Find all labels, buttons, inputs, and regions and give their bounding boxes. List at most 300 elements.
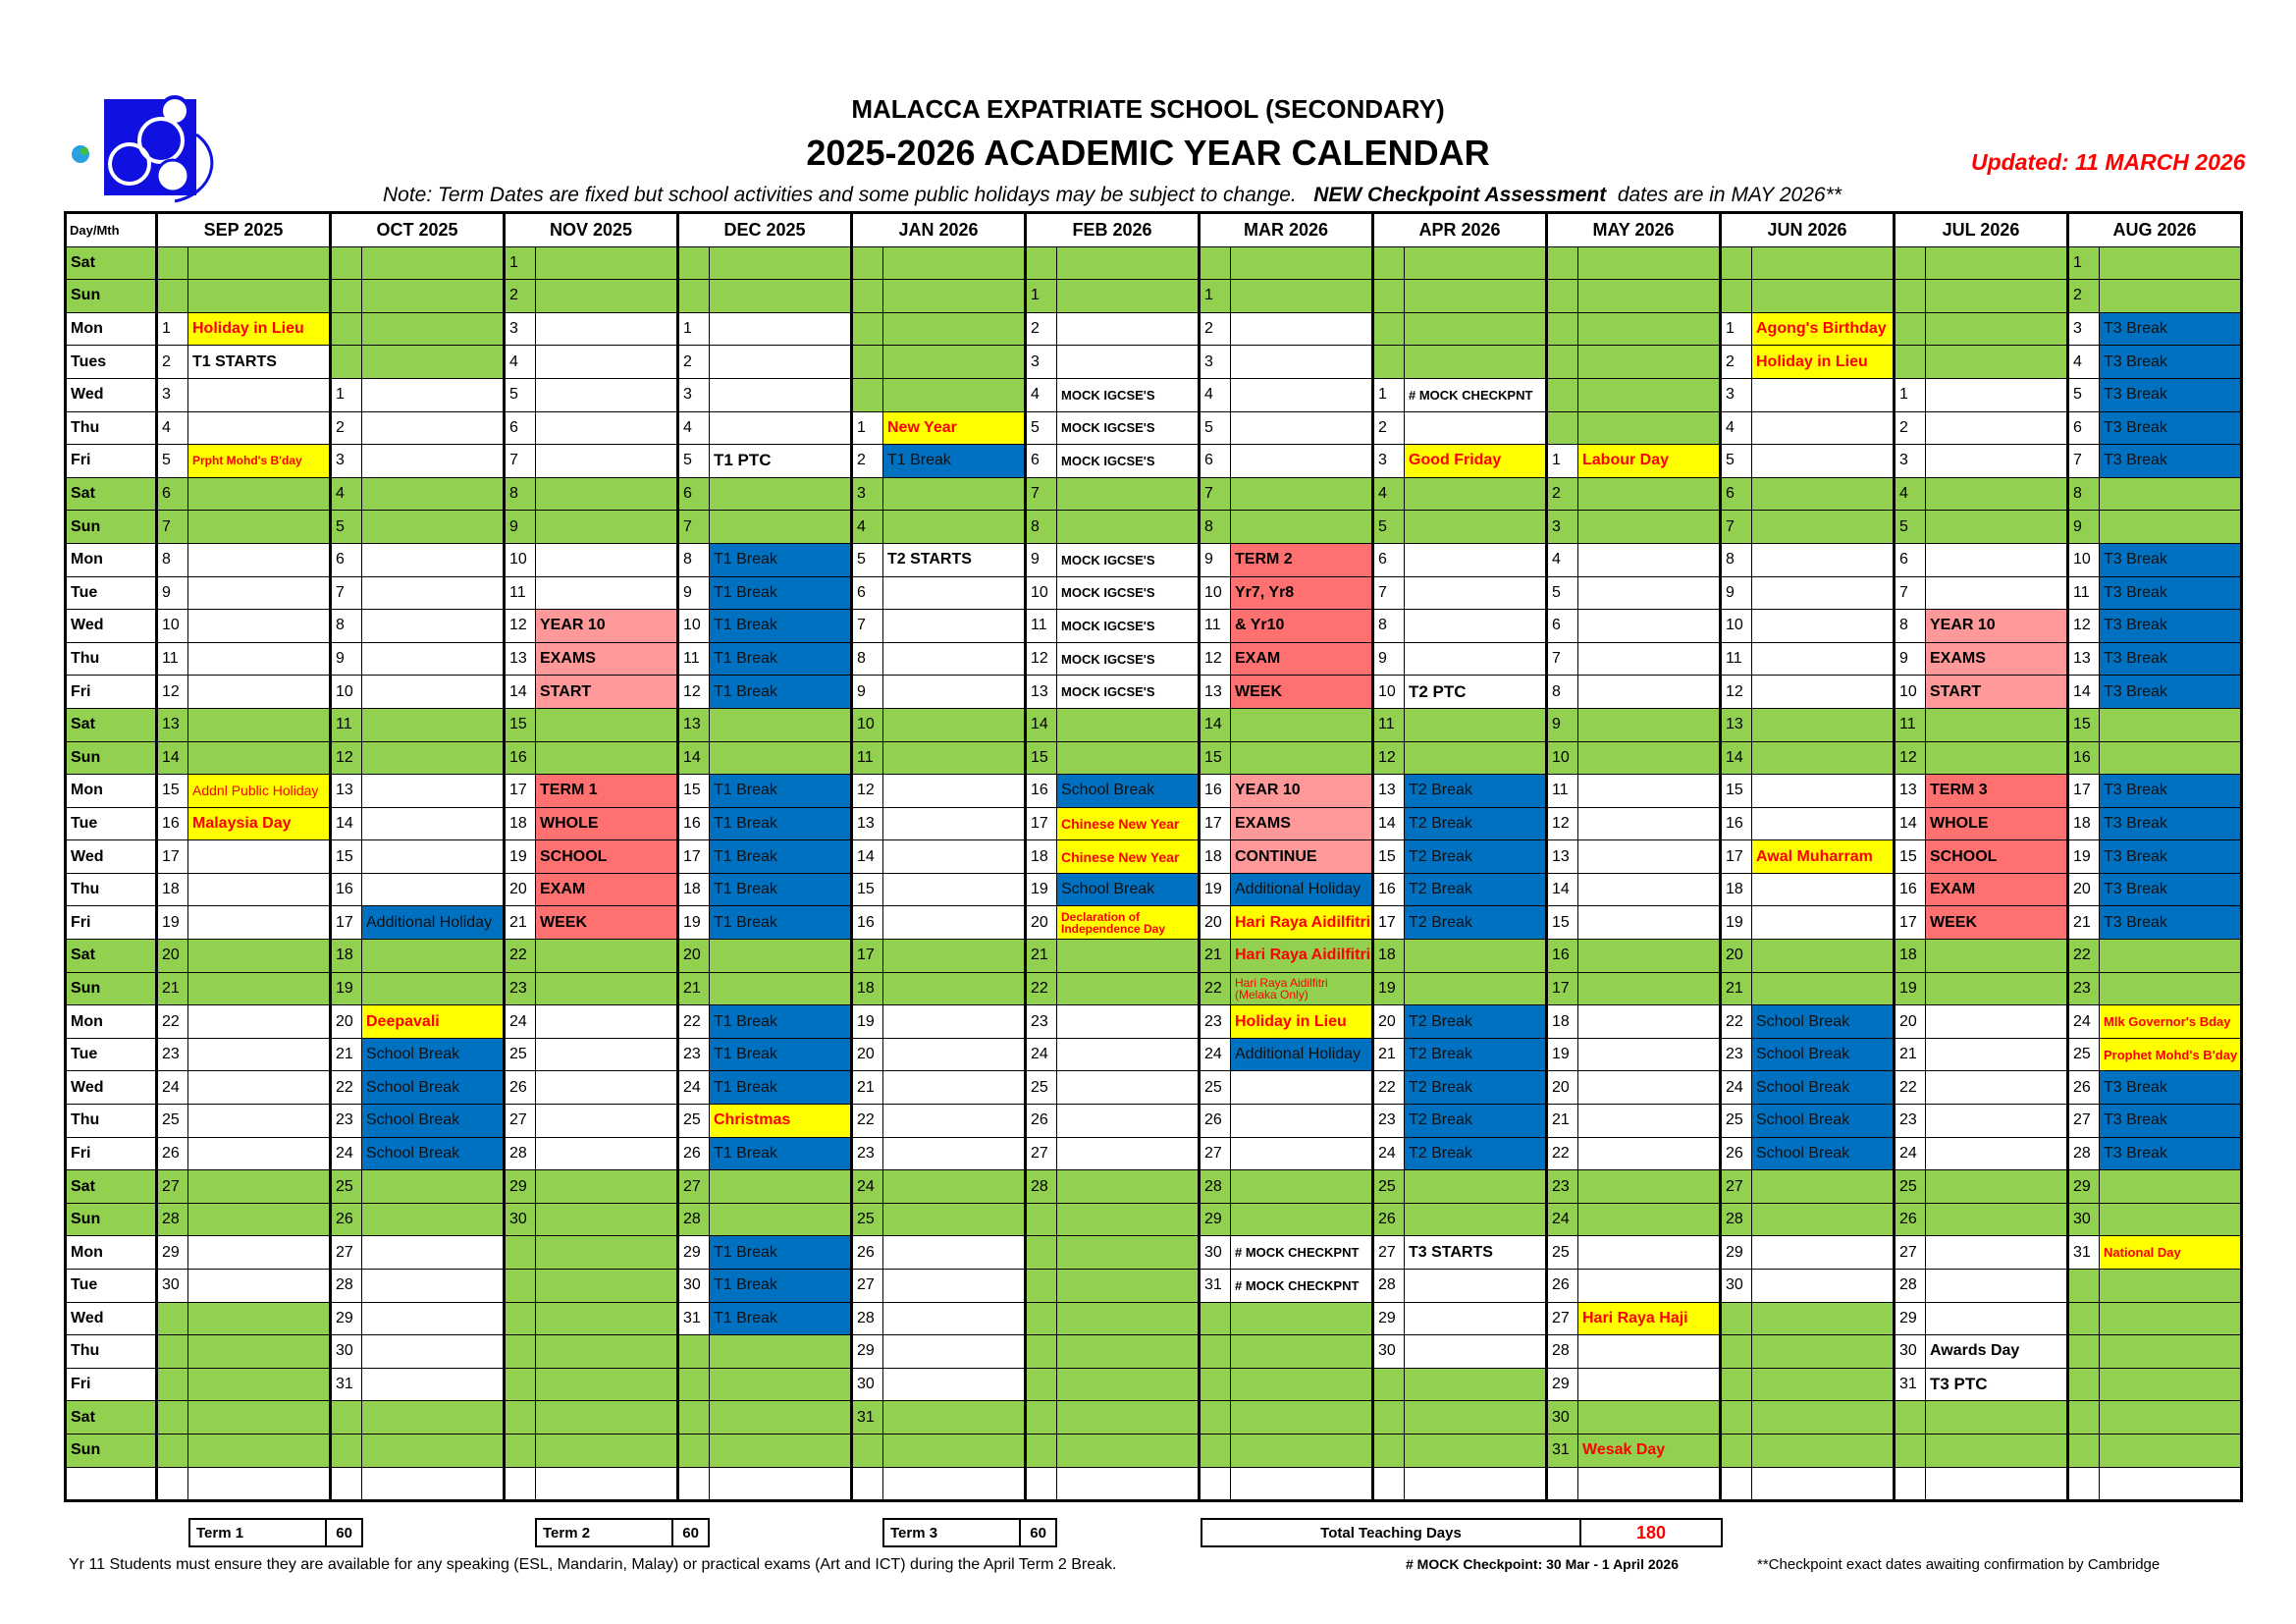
day-label: Mon [66, 312, 157, 346]
calendar-cell [1231, 411, 1373, 445]
date-number [1373, 280, 1405, 313]
date-number: 28 [1895, 1270, 1926, 1303]
date-number: 22 [505, 940, 536, 973]
date-number [505, 1335, 536, 1369]
date-number: 16 [505, 741, 536, 775]
term3-value: 60 [1019, 1520, 1055, 1545]
date-number: 9 [157, 576, 188, 610]
calendar-event: School Break [362, 1137, 505, 1170]
date-number: 5 [1026, 411, 1057, 445]
calendar-event: Wesak Day [1578, 1434, 1721, 1467]
date-number: 4 [1721, 411, 1752, 445]
calendar-cell [1926, 1467, 2068, 1501]
calendar-cell [1405, 972, 1547, 1005]
date-number [1200, 1368, 1231, 1401]
date-number: 13 [2068, 642, 2100, 676]
calendar-event: T1 Break [710, 543, 852, 576]
calendar-cell [710, 1401, 852, 1435]
date-number: 24 [1895, 1137, 1926, 1170]
date-number: 7 [1547, 642, 1578, 676]
date-number: 15 [1200, 741, 1231, 775]
calendar-cell [1926, 1302, 2068, 1335]
day-label [66, 1467, 157, 1501]
calendar-cell [1405, 312, 1547, 346]
calendar-cell [1578, 312, 1721, 346]
calendar-cell [188, 676, 331, 709]
calendar-cell [536, 1401, 678, 1435]
calendar-row [66, 1203, 2242, 1236]
calendar-event: Additional Holiday [362, 906, 505, 940]
date-number: 13 [1373, 775, 1405, 808]
calendar-event: T1 STARTS [188, 346, 331, 379]
calendar-cell [1405, 576, 1547, 610]
date-number [1373, 312, 1405, 346]
date-number: 3 [2068, 312, 2100, 346]
month-header: SEP 2025 [157, 213, 331, 247]
date-number [1895, 1401, 1926, 1435]
calendar-cell [536, 741, 678, 775]
calendar-cell [1057, 280, 1200, 313]
date-number: 7 [1200, 477, 1231, 511]
calendar-cell [1752, 972, 1895, 1005]
date-number: 15 [1721, 775, 1752, 808]
calendar-event: T3 Break [2100, 873, 2242, 906]
date-number: 16 [678, 807, 710, 840]
date-number: 31 [852, 1401, 883, 1435]
day-label: Mon [66, 1005, 157, 1039]
date-number: 18 [505, 807, 536, 840]
calendar-cell [536, 1071, 678, 1105]
calendar-cell [188, 576, 331, 610]
calendar-cell [1405, 1170, 1547, 1204]
calendar-event: T2 Break [1405, 1137, 1547, 1170]
calendar-event: T1 Break [710, 807, 852, 840]
date-number: 30 [1200, 1236, 1231, 1270]
date-number: 23 [1373, 1105, 1405, 1138]
month-header: JUN 2026 [1721, 213, 1895, 247]
date-number: 27 [505, 1105, 536, 1138]
date-number: 2 [331, 411, 362, 445]
date-number: 2 [1026, 312, 1057, 346]
calendar-cell [883, 1368, 1026, 1401]
day-label: Tue [66, 807, 157, 840]
calendar-event: TERM 1 [536, 775, 678, 808]
date-number [2068, 1434, 2100, 1467]
date-number: 24 [678, 1071, 710, 1105]
date-number: 12 [1200, 642, 1231, 676]
date-number: 27 [1373, 1236, 1405, 1270]
date-number: 25 [1721, 1105, 1752, 1138]
calendar-cell [1578, 378, 1721, 411]
calendar-cell [362, 676, 505, 709]
calendar-cell [883, 1335, 1026, 1369]
calendar-cell [1405, 1270, 1547, 1303]
date-number: 19 [1026, 873, 1057, 906]
calendar-cell [188, 1105, 331, 1138]
date-number: 2 [157, 346, 188, 379]
date-number: 10 [1547, 741, 1578, 775]
calendar-cell [1231, 1434, 1373, 1467]
calendar-cell [883, 1038, 1026, 1071]
calendar-cell [1578, 873, 1721, 906]
calendar-event: Mlk Governor's Bday [2100, 1005, 2242, 1039]
calendar-cell [1231, 741, 1373, 775]
calendar-row [66, 1335, 2242, 1369]
calendar-event: Malaysia Day [188, 807, 331, 840]
calendar-cell [1405, 940, 1547, 973]
date-number: 21 [2068, 906, 2100, 940]
calendar-cell [536, 1203, 678, 1236]
date-number: 5 [678, 445, 710, 478]
date-number: 24 [852, 1170, 883, 1204]
calendar-cell [1405, 411, 1547, 445]
date-number: 17 [852, 940, 883, 973]
calendar-cell [1752, 543, 1895, 576]
date-number: 30 [678, 1270, 710, 1303]
date-number: 27 [852, 1270, 883, 1303]
calendar-event: Additional Holiday [1231, 1038, 1373, 1071]
date-number: 22 [1200, 972, 1231, 1005]
date-number: 3 [1373, 445, 1405, 478]
calendar-event: & Yr10 [1231, 610, 1373, 643]
date-number: 16 [157, 807, 188, 840]
date-number: 17 [1373, 906, 1405, 940]
date-number: 21 [852, 1071, 883, 1105]
calendar-row [66, 576, 2242, 610]
calendar-cell [536, 445, 678, 478]
day-label: Mon [66, 1236, 157, 1270]
calendar-event: START [1926, 676, 2068, 709]
calendar-cell [1578, 477, 1721, 511]
date-number: 15 [1895, 840, 1926, 874]
calendar-cell [362, 840, 505, 874]
date-number: 23 [1026, 1005, 1057, 1039]
calendar-event: Agong's Birthday [1752, 312, 1895, 346]
date-number [331, 1401, 362, 1435]
calendar-event: EXAMS [1231, 807, 1373, 840]
calendar-cell [710, 708, 852, 741]
calendar-event: Hari Raya Haji [1578, 1302, 1721, 1335]
date-number: 7 [2068, 445, 2100, 478]
date-number: 13 [1547, 840, 1578, 874]
date-number: 4 [1026, 378, 1057, 411]
date-number: 3 [505, 312, 536, 346]
date-number: 6 [852, 576, 883, 610]
calendar-cell [1752, 511, 1895, 544]
date-number: 28 [1547, 1335, 1578, 1369]
calendar-cell [2100, 1270, 2242, 1303]
date-number: 28 [1373, 1270, 1405, 1303]
month-header: APR 2026 [1373, 213, 1547, 247]
calendar-cell [1926, 1401, 2068, 1435]
calendar-cell [883, 1105, 1026, 1138]
day-label: Thu [66, 1105, 157, 1138]
date-number: 29 [1721, 1236, 1752, 1270]
date-number [1200, 246, 1231, 280]
calendar-event: T3 Break [2100, 378, 2242, 411]
date-number [505, 1467, 536, 1501]
calendar-cell [2100, 1335, 2242, 1369]
calendar-cell [710, 1368, 852, 1401]
date-number: 29 [1200, 1203, 1231, 1236]
calendar-cell [1926, 1005, 2068, 1039]
calendar-cell [710, 511, 852, 544]
date-number: 20 [1200, 906, 1231, 940]
calendar-cell [1752, 873, 1895, 906]
calendar-cell [188, 1203, 331, 1236]
date-number: 14 [505, 676, 536, 709]
calendar-row [66, 445, 2242, 478]
calendar-cell [2100, 1434, 2242, 1467]
school-name: MALACCA EXPATRIATE SCHOOL (SECONDARY) [851, 94, 1445, 124]
calendar-cell [1752, 1302, 1895, 1335]
date-number: 18 [1895, 940, 1926, 973]
date-number: 7 [678, 511, 710, 544]
calendar-event: Prophet Mohd's B'day [2100, 1038, 2242, 1071]
date-number: 8 [157, 543, 188, 576]
date-number [331, 1467, 362, 1501]
date-number: 2 [505, 280, 536, 313]
calendar-cell [188, 873, 331, 906]
date-number: 17 [2068, 775, 2100, 808]
calendar-cell [1926, 708, 2068, 741]
calendar-cell [883, 1005, 1026, 1039]
calendar-event: TERM 2 [1231, 543, 1373, 576]
calendar-event: T1 Break [710, 1270, 852, 1303]
date-number: 14 [1373, 807, 1405, 840]
date-number: 30 [1895, 1335, 1926, 1369]
calendar-event: Prpht Mohd's B'day [188, 445, 331, 478]
date-number: 1 [1373, 378, 1405, 411]
date-number [1026, 1368, 1057, 1401]
note-bold: NEW Checkpoint Assessment [1313, 184, 1607, 206]
calendar-cell [1578, 708, 1721, 741]
calendar-event: EXAM [1231, 642, 1373, 676]
calendar-cell [188, 1071, 331, 1105]
calendar-event: Hari Raya Aidilfitri [1231, 940, 1373, 973]
calendar-cell [710, 1467, 852, 1501]
calendar-event: Chinese New Year [1057, 840, 1200, 874]
calendar-event: Deepavali [362, 1005, 505, 1039]
calendar-cell [536, 280, 678, 313]
calendar-event: Good Friday [1405, 445, 1547, 478]
day-label: Sat [66, 246, 157, 280]
calendar-cell [362, 1368, 505, 1401]
date-number: 10 [1026, 576, 1057, 610]
calendar-cell [1752, 906, 1895, 940]
calendar-event: MOCK IGCSE'S [1057, 378, 1200, 411]
mock-checkpoint-note: # MOCK Checkpoint: 30 Mar - 1 April 2026 [1406, 1556, 1679, 1572]
date-number: 1 [2068, 246, 2100, 280]
calendar-cell [2100, 511, 2242, 544]
date-number [1721, 280, 1752, 313]
calendar-row [66, 1434, 2242, 1467]
date-number: 29 [678, 1236, 710, 1270]
date-number: 17 [157, 840, 188, 874]
date-number: 6 [157, 477, 188, 511]
date-number: 2 [1895, 411, 1926, 445]
calendar-row [66, 642, 2242, 676]
date-number: 18 [1721, 873, 1752, 906]
date-number: 6 [1200, 445, 1231, 478]
calendar-cell [1231, 511, 1373, 544]
date-number: 6 [331, 543, 362, 576]
date-number: 13 [852, 807, 883, 840]
date-number: 17 [678, 840, 710, 874]
calendar-cell [362, 873, 505, 906]
calendar-cell [1752, 1170, 1895, 1204]
date-number: 3 [1895, 445, 1926, 478]
calendar-cell [1926, 576, 2068, 610]
calendar-cell [1752, 775, 1895, 808]
calendar-event: T1 Break [710, 1071, 852, 1105]
calendar-cell [1405, 741, 1547, 775]
date-number [1200, 1467, 1231, 1501]
date-number: 11 [1200, 610, 1231, 643]
date-number: 14 [1200, 708, 1231, 741]
date-number: 26 [505, 1071, 536, 1105]
calendar-cell [1926, 477, 2068, 511]
calendar-event: Addnl Public Holiday [188, 775, 331, 808]
date-number: 12 [1547, 807, 1578, 840]
date-number: 16 [1895, 873, 1926, 906]
date-number: 13 [331, 775, 362, 808]
calendar-cell [710, 1170, 852, 1204]
date-number: 26 [1895, 1203, 1926, 1236]
calendar-event: Awal Muharram [1752, 840, 1895, 874]
date-number [1547, 346, 1578, 379]
calendar-event: School Break [362, 1071, 505, 1105]
calendar-cell [536, 940, 678, 973]
calendar-event: School Break [1057, 873, 1200, 906]
date-number: 1 [678, 312, 710, 346]
date-number: 19 [2068, 840, 2100, 874]
date-number: 19 [1895, 972, 1926, 1005]
calendar-cell [362, 775, 505, 808]
day-label: Fri [66, 676, 157, 709]
date-number: 19 [1373, 972, 1405, 1005]
calendar-cell [536, 1467, 678, 1501]
yr11-note: Yr 11 Students must ensure they are available for any speaking (ESL, Mandarin, Malay) or practical exams (Art and ICT) during the April Term 2 Break. [69, 1556, 1117, 1573]
calendar-cell [362, 741, 505, 775]
date-number: 22 [1026, 972, 1057, 1005]
date-number: 25 [1547, 1236, 1578, 1270]
calendar-event: T2 Break [1405, 873, 1547, 906]
calendar-cell [1752, 576, 1895, 610]
date-number: 7 [852, 610, 883, 643]
day-label: Sun [66, 1434, 157, 1467]
calendar-event: Labour Day [1578, 445, 1721, 478]
date-number: 14 [1547, 873, 1578, 906]
calendar-cell [1057, 1236, 1200, 1270]
date-number: 29 [157, 1236, 188, 1270]
day-label: Sat [66, 1170, 157, 1204]
date-number [2068, 1270, 2100, 1303]
date-number: 2 [1373, 411, 1405, 445]
calendar-event: Hari Raya Aidilfitri [1231, 906, 1373, 940]
calendar-cell [1752, 1236, 1895, 1270]
calendar-cell [883, 840, 1026, 874]
date-number: 30 [505, 1203, 536, 1236]
date-number [331, 280, 362, 313]
date-number: 19 [1547, 1038, 1578, 1071]
calendar-event: T2 Break [1405, 1005, 1547, 1039]
date-number: 9 [1026, 543, 1057, 576]
date-number: 31 [2068, 1236, 2100, 1270]
calendar-event: School Break [362, 1038, 505, 1071]
month-header: MAY 2026 [1547, 213, 1721, 247]
date-number: 28 [1026, 1170, 1057, 1204]
date-number [852, 1434, 883, 1467]
date-number: 30 [1547, 1401, 1578, 1435]
date-number: 6 [1895, 543, 1926, 576]
calendar-cell [1057, 1005, 1200, 1039]
month-header: JAN 2026 [852, 213, 1026, 247]
date-number [1026, 246, 1057, 280]
calendar-cell [362, 1236, 505, 1270]
date-number: 5 [852, 543, 883, 576]
calendar-cell [1578, 1137, 1721, 1170]
calendar-cell [362, 610, 505, 643]
date-number: 14 [678, 741, 710, 775]
month-header: NOV 2025 [505, 213, 678, 247]
calendar-cell [536, 378, 678, 411]
date-number: 22 [331, 1071, 362, 1105]
day-label: Sat [66, 940, 157, 973]
calendar-event: T1 Break [710, 775, 852, 808]
date-number: 17 [1026, 807, 1057, 840]
calendar-cell [1578, 840, 1721, 874]
date-number: 9 [1895, 642, 1926, 676]
calendar-cell [1231, 1467, 1373, 1501]
date-number: 28 [331, 1270, 362, 1303]
calendar-event: YEAR 10 [1231, 775, 1373, 808]
date-number: 3 [1721, 378, 1752, 411]
term2-value: 60 [671, 1520, 708, 1545]
calendar-event: T1 Break [710, 576, 852, 610]
calendar-event: T1 Break [710, 1005, 852, 1039]
calendar-cell [536, 708, 678, 741]
calendar-event: T1 Break [710, 1137, 852, 1170]
calendar-cell [883, 676, 1026, 709]
calendar-cell [883, 1071, 1026, 1105]
date-number [331, 246, 362, 280]
calendar-cell [1752, 378, 1895, 411]
calendar-cell [536, 972, 678, 1005]
day-label: Sun [66, 741, 157, 775]
month-header: OCT 2025 [331, 213, 505, 247]
day-label: Wed [66, 378, 157, 411]
calendar-event: CONTINUE [1231, 840, 1373, 874]
calendar-cell [536, 1434, 678, 1467]
date-number: 27 [2068, 1105, 2100, 1138]
calendar-cell [188, 708, 331, 741]
date-number: 30 [331, 1335, 362, 1369]
calendar-cell [883, 346, 1026, 379]
date-number: 25 [1026, 1071, 1057, 1105]
calendar-cell [1578, 543, 1721, 576]
calendar-row [66, 346, 2242, 379]
calendar-cell [1057, 1467, 1200, 1501]
date-number: 21 [1895, 1038, 1926, 1071]
date-number: 19 [678, 906, 710, 940]
calendar-row [66, 280, 2242, 313]
date-number: 15 [2068, 708, 2100, 741]
calendar-event: YEAR 10 [536, 610, 678, 643]
calendar-row [66, 543, 2242, 576]
calendar-event: Hari Raya Aidilfitri (Melaka Only) [1231, 972, 1373, 1005]
calendar-cell [1405, 477, 1547, 511]
